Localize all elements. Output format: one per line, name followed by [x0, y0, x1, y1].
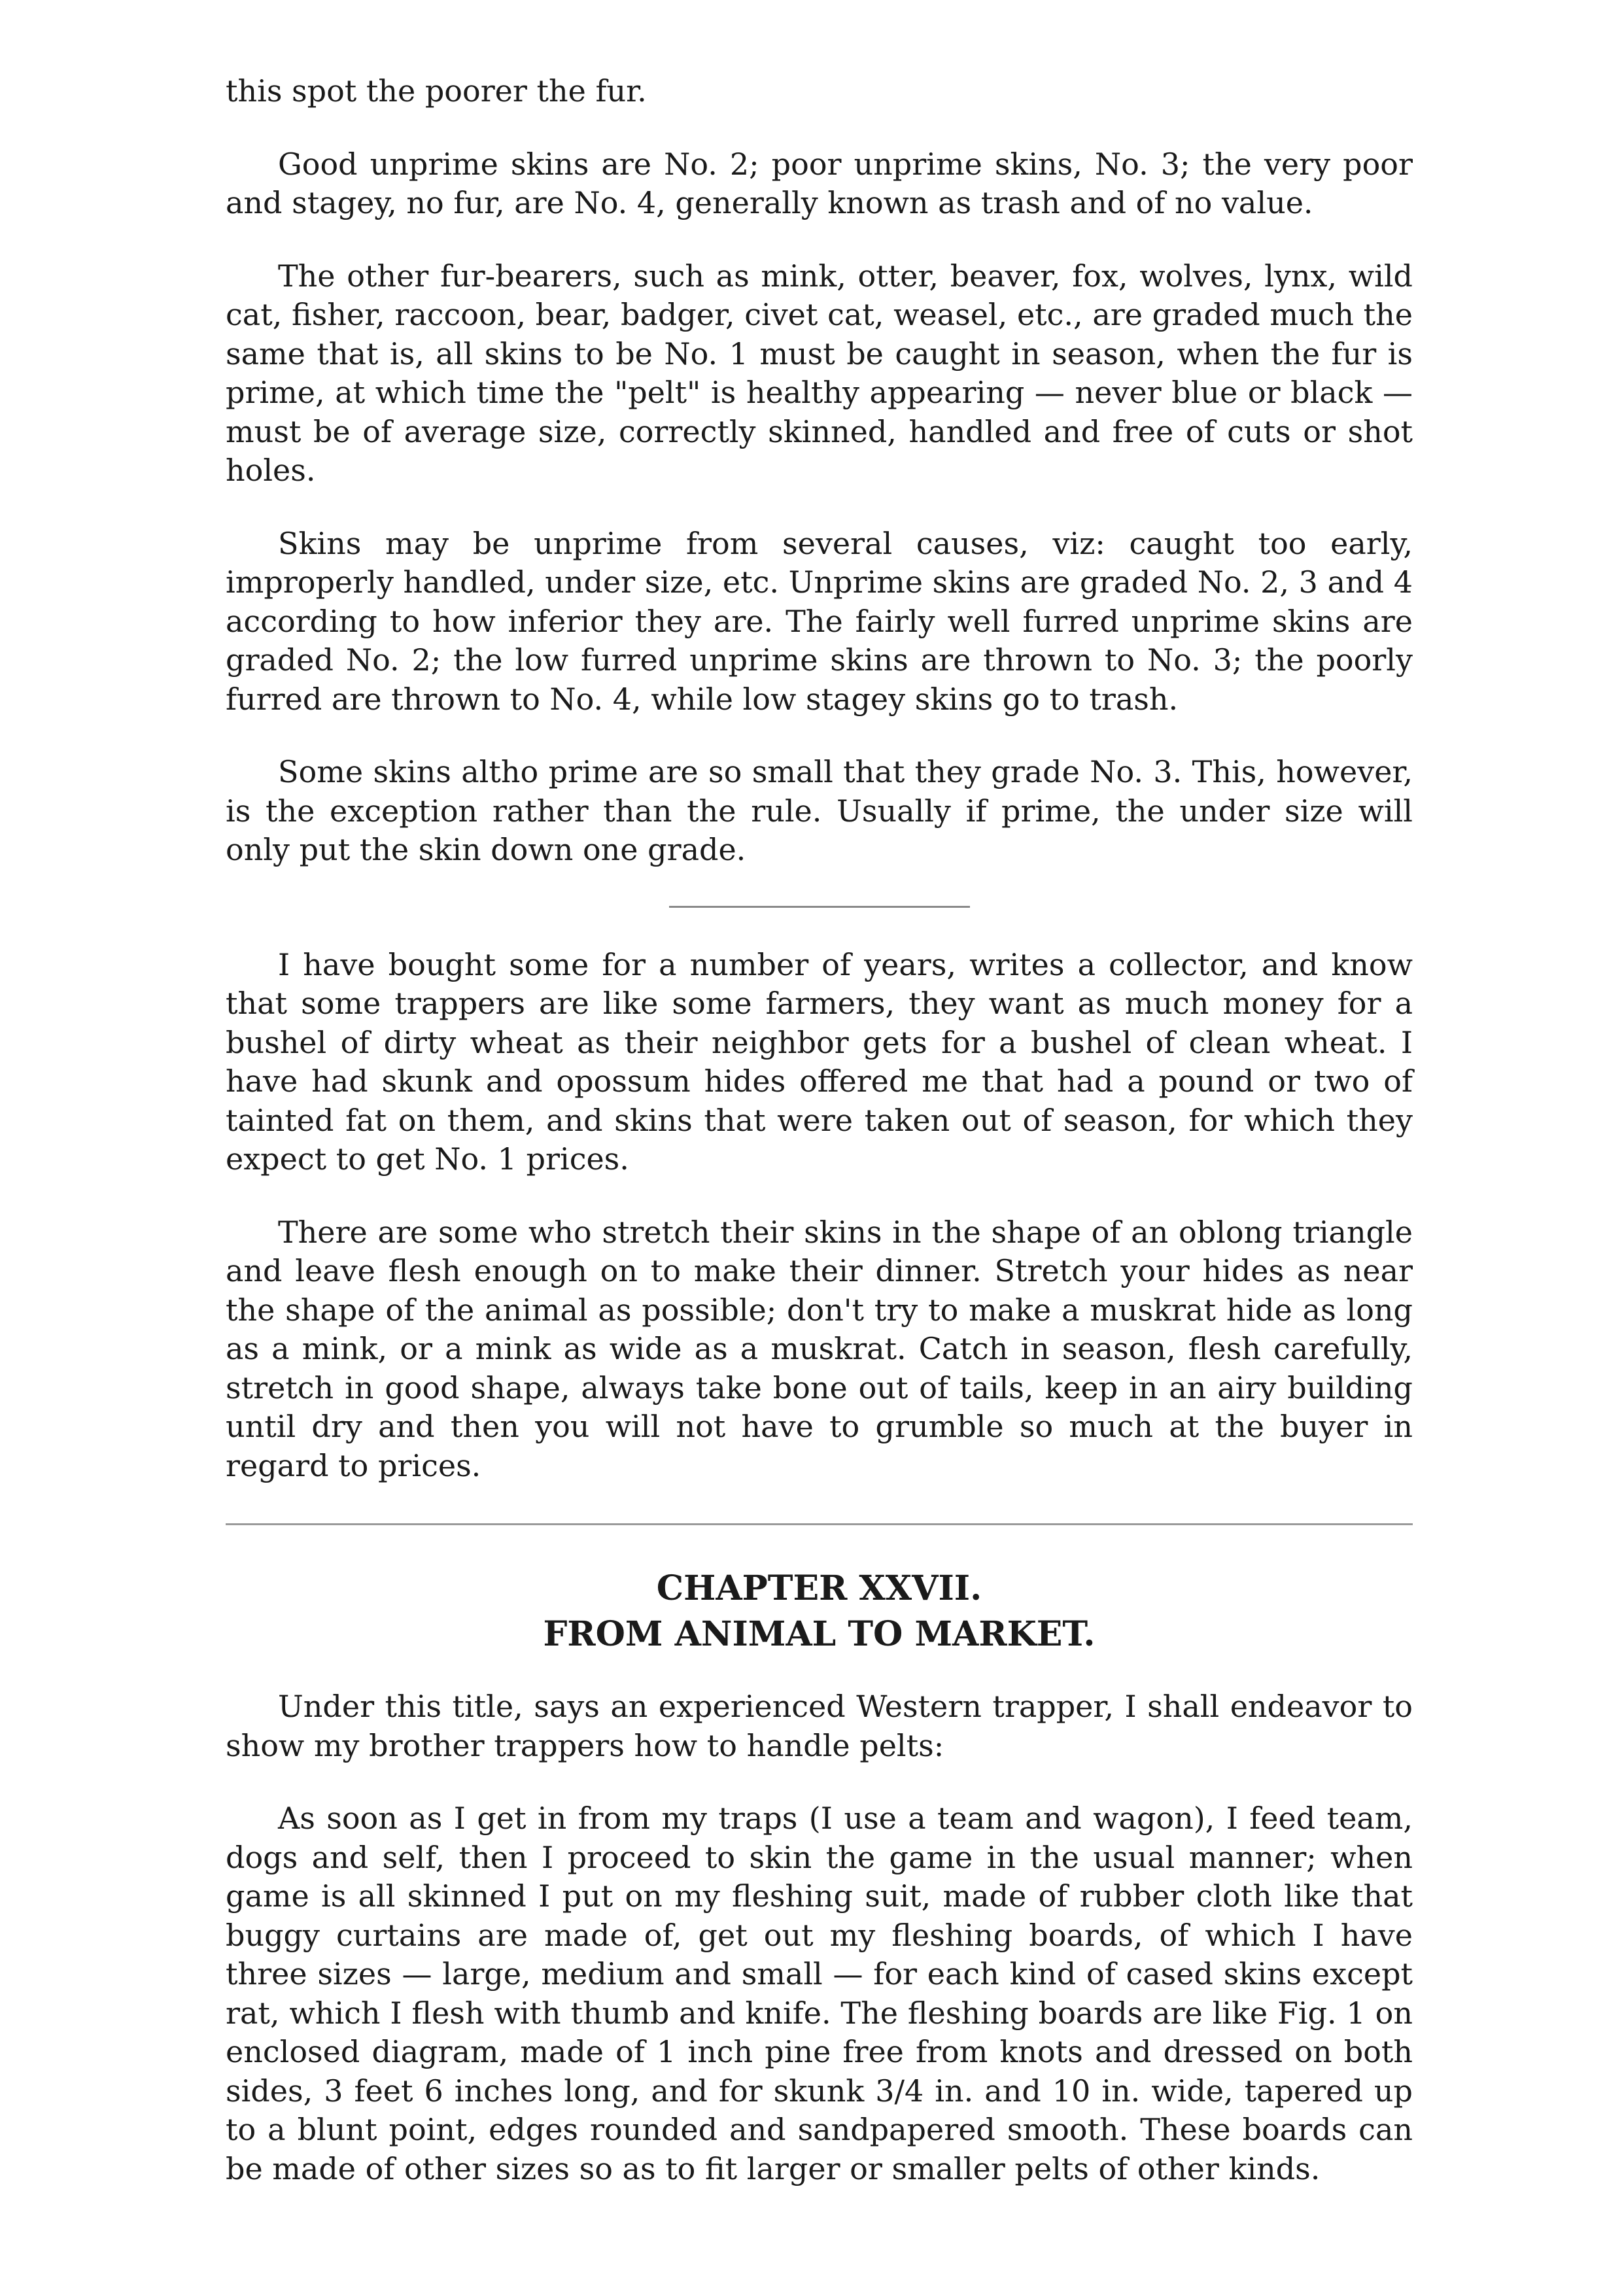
paragraph-small-skins: Some skins altho prime are so small that they grade No. 3. This, however, is the exception rather than the rule. Usually if prime, the under size will only put the skin down one grade.: [226, 754, 1413, 867]
paragraph-collector: I have bought some for a number of years, writes a collector, and know that some trappers are like some farmers, they want as much money for a bushel of dirty wheat as their neighbor gets for a bushel of clean wheat. I have had skunk and opossum hides offered me that had a pound or two of tainted fat on them, and skins that were taken out of season, for which they expect to get No. 1 prices.: [226, 946, 1413, 1177]
chapter-heading: [226, 1566, 1413, 1657]
chapter-title: FROM ANIMAL TO MARKET.: [543, 1614, 1096, 1654]
chapter-divider: [226, 1523, 1413, 1525]
paragraph-intro: Under this title, says an experienced Western trapper, I shall endeavor to show my brother trappers how to handle pelts:: [226, 1689, 1413, 1763]
paragraph-unprime-grades: Good unprime skins are No. 2; poor unprime skins, No. 3; the very poor and stagey, no fur, are No. 4, generally known as trash and of no value.: [226, 146, 1413, 220]
paragraph-stretching: There are some who stretch their skins in the shape of an oblong triangle and leave flesh enough on to make their dinner. Stretch your hides as near the shape of the animal as possible; don't try to make a muskrat hide as long as a mink, or a mink as wide as a muskrat. Catch in season, flesh carefully, stretch in good shape, always take bone out of tails, keep in an airy building until dry and then you will not have to grumble so much at the buyer in regard to prices.: [226, 1214, 1413, 1483]
paragraph-continued: this spot the poorer the fur.: [226, 73, 647, 109]
section-divider: [669, 906, 970, 908]
chapter-number: CHAPTER XXVII.: [656, 1568, 982, 1608]
paragraph-unprime-causes: Skins may be unprime from several causes, viz: caught too early, improperly handled, under size, etc. Unprime skins are graded No. 2, 3 and 4 according to how inferior they are. The fairly well furred unprime skins are graded No. 2; the low furred unprime skins are thrown to No. 3; the poorly furred are thrown to No. 4, while low stagey skins go to trash.: [226, 525, 1413, 717]
paragraph-other-fur-bearers: The other fur-bearers, such as mink, otter, beaver, fox, wolves, lynx, wild cat, fisher, raccoon, bear, badger, civet cat, weasel, etc., are graded much the same that is, all skins to be No. 1 must be caught in season, when the fur is prime, at which time the "pelt" is healthy appearing — never blue or black — must be of average size, correctly skinned, handled and free of cuts or shot holes.: [226, 258, 1413, 488]
book-page: [226, 72, 1413, 2188]
paragraph-fleshing: As soon as I get in from my traps (I use a team and wagon), I feed team, dogs and self, then I proceed to skin the game in the usual manner; when game is all skinned I put on my fleshing suit, made of rubber cloth like that buggy curtains are made of, get out my fleshing boards, of which I have three sizes — large, medium and small — for each kind of cased skins except rat, which I flesh with thumb and knife. The fleshing boards are like Fig. 1 on enclosed diagram, made of 1 inch pine free from knots and dressed on both sides, 3 feet 6 inches long, and for skunk 3/4 in. and 10 in. wide, tapered up to a blunt point, edges rounded and sandpapered smooth. These boards can be made of other sizes so as to fit larger or smaller pelts of other kinds.: [226, 1801, 1413, 2186]
